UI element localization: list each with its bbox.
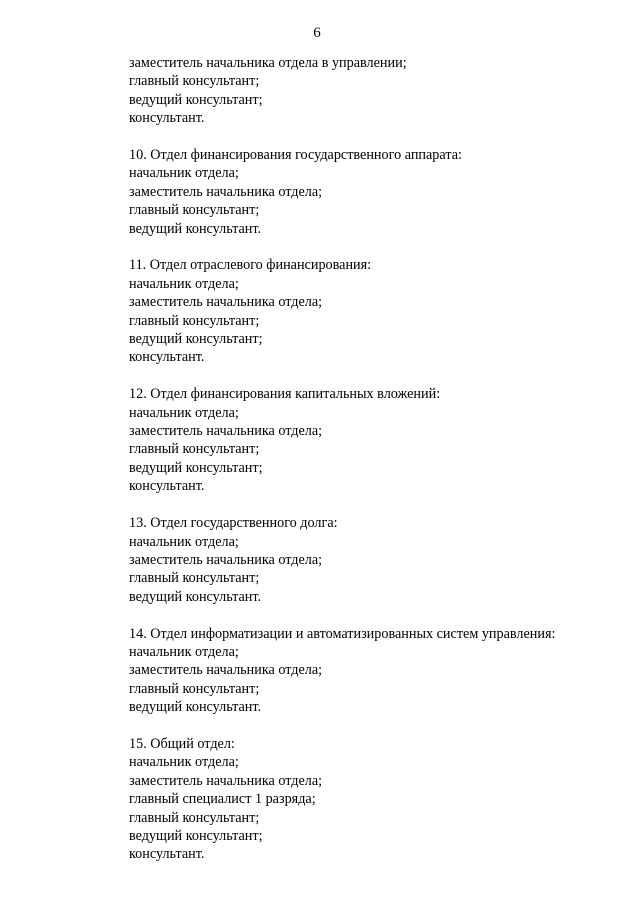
list-item: консультант.: [129, 846, 205, 863]
list-item: заместитель начальника отдела;: [129, 662, 323, 679]
section-13: [129, 514, 629, 606]
list-item: заместитель начальника отдела;: [129, 772, 323, 789]
list-item: ведущий консультант.: [129, 220, 262, 237]
list-item: заместитель начальника отдела в управлении;: [129, 55, 407, 71]
section-title: 15. Общий отдел:: [129, 735, 235, 752]
list-item: ведущий консультант;: [129, 331, 263, 348]
section-12: [129, 385, 629, 495]
section-title: 14. Отдел информатизации и автоматизированных систем управления:: [129, 625, 556, 642]
list-item: главный консультант;: [129, 680, 260, 697]
list-item: главный консультант;: [129, 202, 260, 219]
list-item: начальник отдела;: [129, 533, 239, 550]
list-item: начальник отдела;: [129, 275, 239, 292]
list-item: начальник отдела;: [129, 404, 239, 421]
section-14: [129, 625, 629, 717]
section-15: [129, 735, 629, 864]
list-item: главный консультант;: [129, 809, 260, 826]
list-item: консультант.: [129, 110, 205, 127]
section-title: 10. Отдел финансирования государственного аппарата:: [129, 147, 462, 164]
list-item: заместитель начальника отдела;: [129, 423, 323, 440]
list-item: консультант.: [129, 349, 205, 366]
list-item: главный консультант;: [129, 312, 260, 329]
page-number: 6: [313, 25, 321, 41]
list-item: ведущий консультант.: [129, 699, 262, 716]
list-item: заместитель начальника отдела;: [129, 294, 323, 311]
list-item: ведущий консультант;: [129, 459, 263, 476]
section-title: 12. Отдел финансирования капитальных вложений:: [129, 386, 441, 403]
list-item: консультант.: [129, 478, 205, 495]
section-11: [129, 256, 629, 366]
list-item: ведущий консультант.: [129, 588, 262, 605]
section-title: 13. Отдел государственного долга:: [129, 515, 338, 532]
list-item: главный консультант;: [129, 570, 260, 587]
list-item: главный специалист 1 разряда;: [129, 791, 316, 808]
list-item: главный консультант;: [129, 441, 260, 458]
list-item: заместитель начальника отдела;: [129, 551, 323, 568]
intro-block: [129, 54, 629, 128]
list-item: главный консультант;: [129, 73, 260, 90]
list-item: заместитель начальника отдела;: [129, 183, 323, 200]
list-item: начальник отдела;: [129, 165, 239, 182]
list-item: ведущий консультант;: [129, 827, 263, 844]
section-title: 11. Отдел отраслевого финансирования:: [129, 257, 372, 274]
list-item: начальник отдела;: [129, 643, 239, 660]
list-item: начальник отдела;: [129, 754, 239, 771]
document-content: [129, 54, 629, 864]
list-item: ведущий консультант;: [129, 91, 263, 108]
section-10: [129, 146, 629, 238]
